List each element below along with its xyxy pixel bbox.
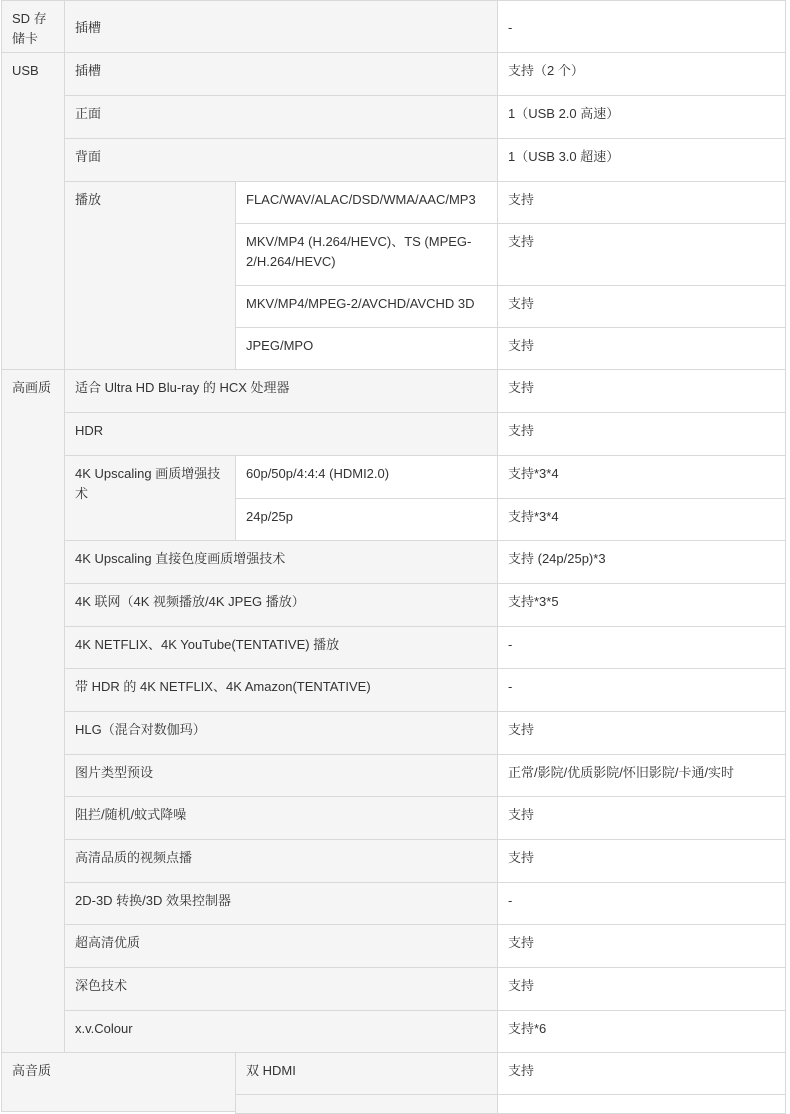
picture-feature-label: 图片类型预设 bbox=[64, 754, 498, 798]
picture-feature-label: 深色技术 bbox=[64, 967, 498, 1011]
usb-playback-format-label: JPEG/MPO bbox=[235, 327, 498, 370]
picture-feature-value: 支持*3*5 bbox=[497, 583, 786, 627]
section-audio: 高音质 bbox=[1, 1052, 236, 1112]
usb-rear-label: 背面 bbox=[64, 138, 498, 182]
picture-feature-label: 2D-3D 转换/3D 效果控制器 bbox=[64, 882, 498, 926]
usb-playback-format-label: MKV/MP4/MPEG-2/AVCHD/AVCHD 3D bbox=[235, 285, 498, 328]
picture-feature-value: 正常/影院/优质影院/怀旧影院/卡通/实时 bbox=[497, 754, 786, 798]
upscaling-mode-label: 60p/50p/4:4:4 (HDMI2.0) bbox=[235, 455, 498, 499]
picture-feature-label: 4K Upscaling 直接色度画质增强技术 bbox=[64, 540, 498, 584]
picture-feature-label: x.v.Colour bbox=[64, 1010, 498, 1053]
usb-front-label: 正面 bbox=[64, 95, 498, 139]
picture-feature-value: 支持 (24p/25p)*3 bbox=[497, 540, 786, 584]
section-sd: SD 存储卡 bbox=[1, 0, 65, 53]
sd-slot-value: - bbox=[497, 0, 786, 53]
usb-playback-format-value: 支持 bbox=[497, 223, 786, 286]
hdr-value: 支持 bbox=[497, 412, 786, 456]
upscaling-mode-value: 支持*3*4 bbox=[497, 455, 786, 499]
picture-feature-value: - bbox=[497, 882, 786, 926]
spec-table bbox=[1, 0, 786, 1101]
sd-slot-label: 插槽 bbox=[64, 0, 498, 53]
section-picture: 高画质 bbox=[1, 369, 65, 1053]
picture-feature-value: 支持 bbox=[497, 967, 786, 1011]
picture-feature-label: 高清品质的视频点播 bbox=[64, 839, 498, 883]
dual-hdmi-value: 支持 bbox=[497, 1052, 786, 1095]
usb-playback-format-value: 支持 bbox=[497, 285, 786, 328]
picture-feature-label: 带 HDR 的 4K NETFLIX、4K Amazon(TENTATIVE) bbox=[64, 668, 498, 712]
hcx-value: 支持 bbox=[497, 369, 786, 413]
upscaling-mode-value: 支持*3*4 bbox=[497, 498, 786, 541]
picture-feature-value: 支持*6 bbox=[497, 1010, 786, 1053]
hcx-label: 适合 Ultra HD Blu-ray 的 HCX 处理器 bbox=[64, 369, 498, 413]
usb-playback-format-value: 支持 bbox=[497, 181, 786, 224]
section-usb: USB bbox=[1, 52, 65, 370]
picture-feature-label: 4K NETFLIX、4K YouTube(TENTATIVE) 播放 bbox=[64, 626, 498, 670]
usb-playback-format-value: 支持 bbox=[497, 327, 786, 370]
upscaling-label: 4K Upscaling 画质增强技术 bbox=[64, 455, 236, 541]
picture-feature-value: 支持 bbox=[497, 924, 786, 968]
usb-playback-format-label: MKV/MP4 (H.264/HEVC)、TS (MPEG-2/H.264/HEVC) bbox=[235, 223, 498, 286]
usb-front-value: 1（USB 2.0 高速） bbox=[497, 95, 786, 139]
picture-feature-value: 支持 bbox=[497, 796, 786, 840]
picture-feature-value: 支持 bbox=[497, 711, 786, 755]
table-row bbox=[497, 1094, 786, 1114]
usb-slot-label: 插槽 bbox=[64, 52, 498, 96]
picture-feature-label: 超高清优质 bbox=[64, 924, 498, 968]
picture-feature-value: 支持 bbox=[497, 839, 786, 883]
usb-playback-format-label: FLAC/WAV/ALAC/DSD/WMA/AAC/MP3 bbox=[235, 181, 498, 224]
hdr-label: HDR bbox=[64, 412, 498, 456]
picture-feature-value: - bbox=[497, 668, 786, 712]
usb-slot-value: 支持（2 个） bbox=[497, 52, 786, 96]
picture-feature-label: HLG（混合对数伽玛） bbox=[64, 711, 498, 755]
picture-feature-label: 4K 联网（4K 视频播放/4K JPEG 播放） bbox=[64, 583, 498, 627]
table-row bbox=[235, 1094, 498, 1114]
usb-rear-value: 1（USB 3.0 超速） bbox=[497, 138, 786, 182]
usb-playback-label: 播放 bbox=[64, 181, 236, 370]
picture-feature-value: - bbox=[497, 626, 786, 670]
picture-feature-label: 阻拦/随机/蚊式降噪 bbox=[64, 796, 498, 840]
upscaling-mode-label: 24p/25p bbox=[235, 498, 498, 541]
dual-hdmi-label: 双 HDMI bbox=[235, 1052, 498, 1095]
